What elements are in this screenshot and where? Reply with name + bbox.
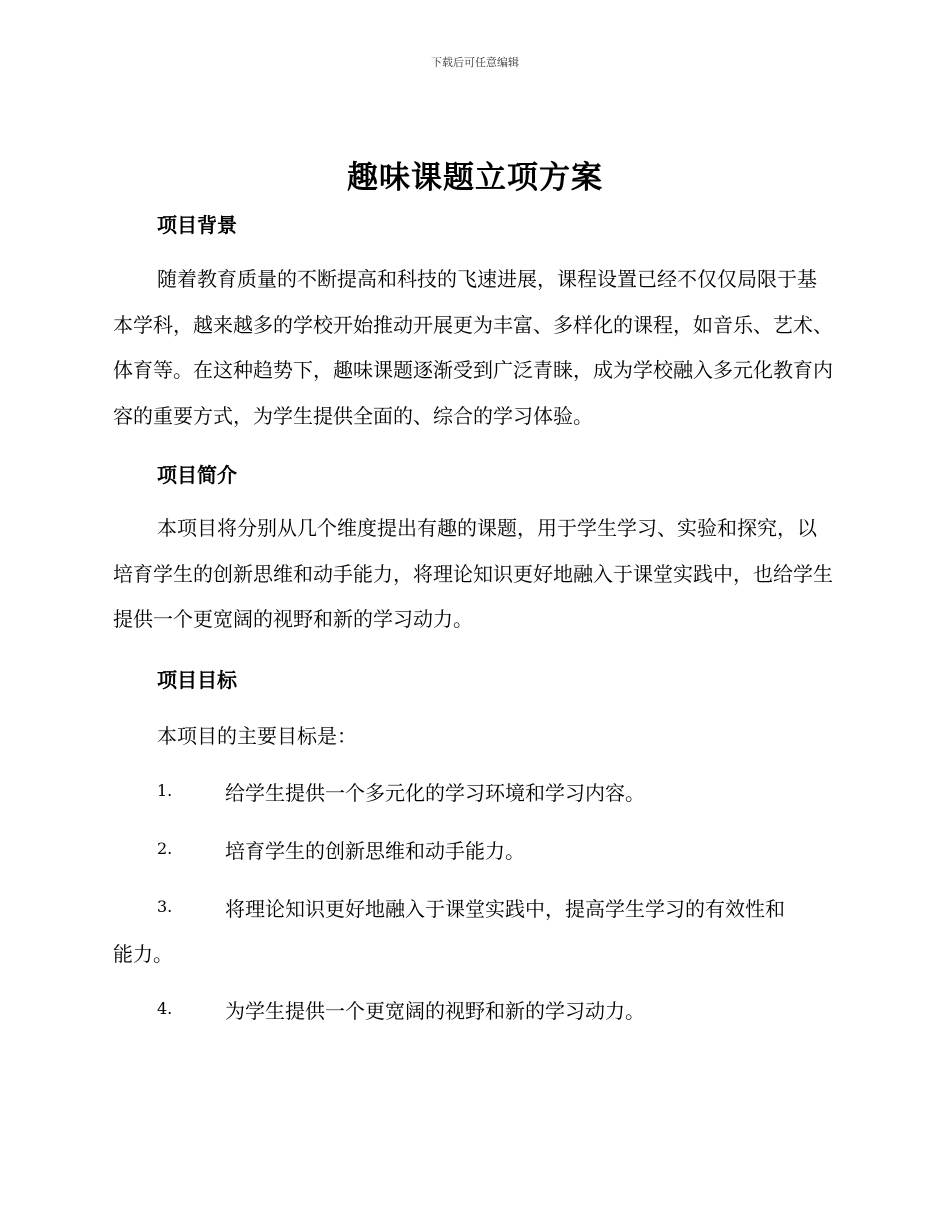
- list-item-number: 1.: [157, 781, 173, 800]
- list-item-text: 将理论知识更好地融入于课堂实践中，提高学生学习的有效性和: [225, 897, 785, 921]
- list-item-number: 2.: [157, 839, 173, 858]
- list-item-number: 4.: [157, 999, 173, 1018]
- section-paragraph-intro: 本项目将分别从几个维度提出有趣的课题，用于学生学习、实验和探究，以培育学生的创新思维和动手能力，将理论知识更好地融入于课堂实践中，也给学生提供一个更宽阔的视野和新的学习动力。: [113, 516, 833, 631]
- list-item-text: 培育学生的创新思维和动手能力。: [225, 839, 525, 863]
- list-item-text-continuation: 能力。: [113, 942, 173, 966]
- document-title: 趣味课题立项方案: [347, 160, 603, 196]
- section-heading-goals: 项目目标: [157, 668, 237, 692]
- section-heading-background: 项目背景: [157, 213, 237, 237]
- section-paragraph-background: 随着教育质量的不断提高和科技的飞速进展，课程设置已经不仅仅局限于基本学科，越来越多的学校开始推动开展更为丰富、多样化的课程，如音乐、艺术、体育等。在这种趋势下，趣味课题逐渐受到广泛青睐，成为学校融入多元化教育内容的重要方式，为学生提供全面的、综合的学习体验。: [113, 267, 833, 428]
- list-item-text: 给学生提供一个多元化的学习环境和学习内容。: [225, 781, 645, 805]
- section-heading-intro: 项目简介: [157, 463, 237, 487]
- list-item-text: 为学生提供一个更宽阔的视野和新的学习动力。: [225, 999, 645, 1023]
- goals-intro: 本项目的主要目标是：: [157, 724, 357, 748]
- header-note: 下载后可任意编辑: [431, 56, 519, 69]
- list-item-number: 3.: [157, 897, 173, 916]
